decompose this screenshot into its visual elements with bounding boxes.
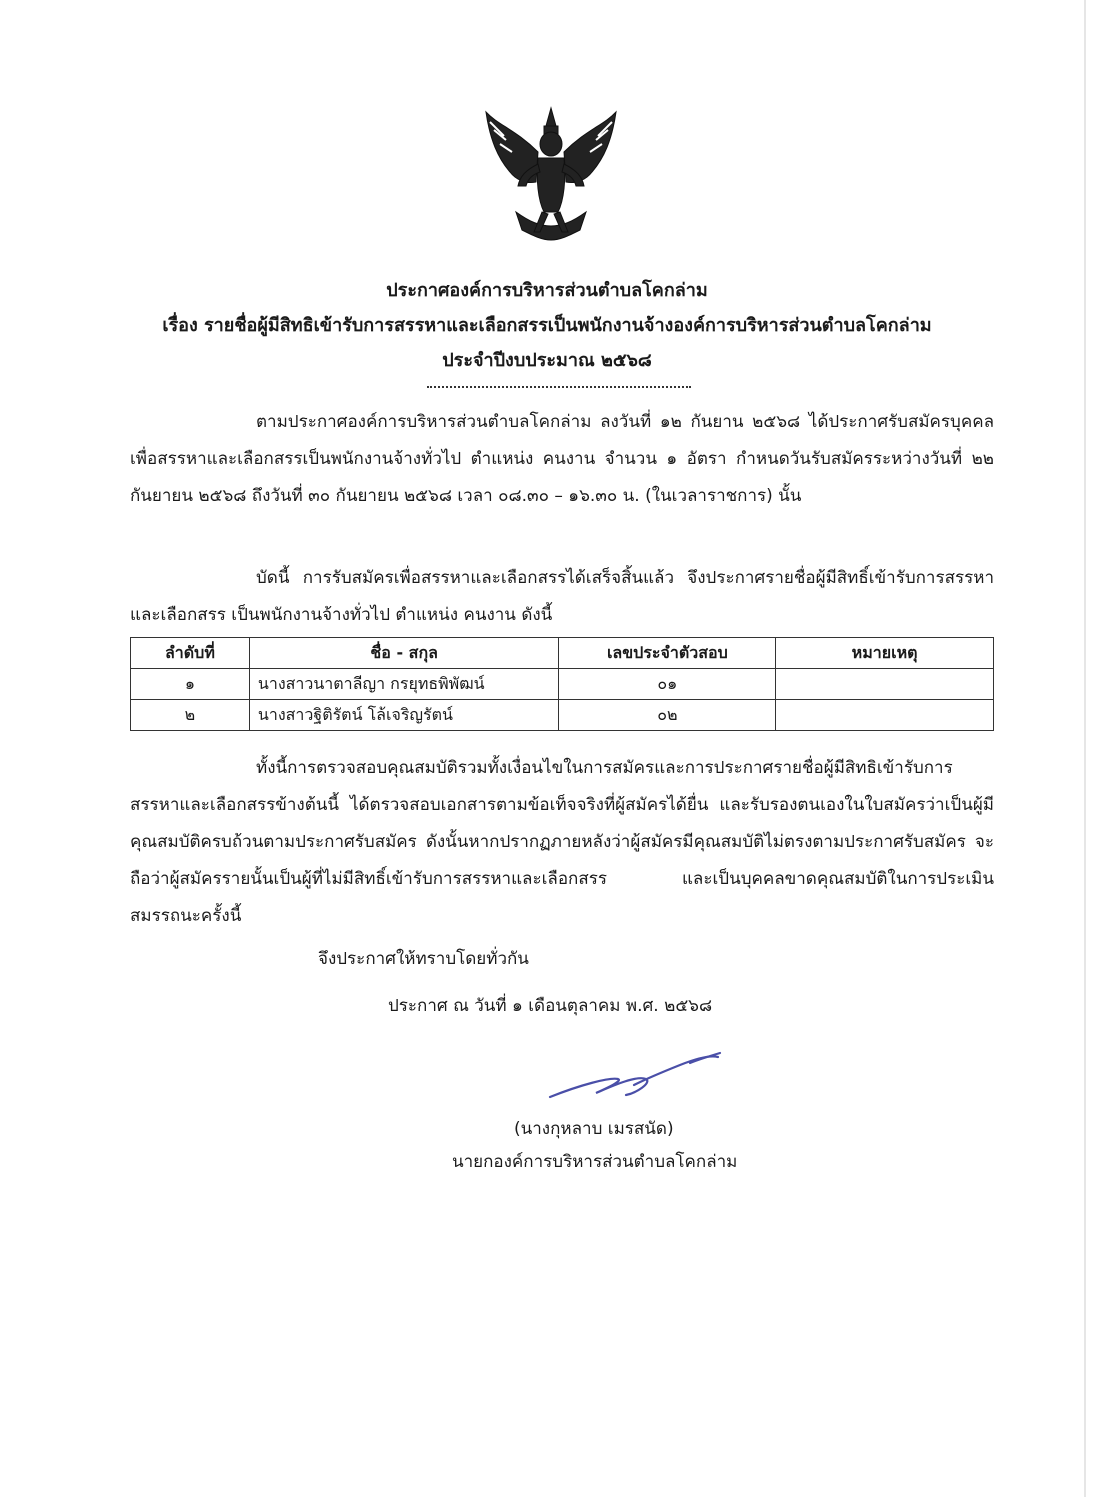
paragraph-conditions: ทั้งนี้การตรวจสอบคุณสมบัติรวมทั้งเงื่อนไขในการสมัครและการประกาศรายชื่อผู้มีสิทธิเข้ารับการสรรหาและเลือกสรรข้างต้นนี้ ได้ตรวจสอบเอกสารตามข้อเท็จจริงที่ผู้สมัครได้ยื่น และรับรองตนเองในใบสมัครว่าเป็นผู้มีคุณสมบัติครบถ้วนตามประกาศรับสมัคร ดังนั้นหากปรากฏภายหลังว่าผู้สมัครมีคุณสมบัติไม่ตรงตามประกาศรับสมัคร จะถือว่าผู้สมัครรายนั้นเป็นผู้ที่ไม่มีสิทธิ์เข้ารับการสรรหาและเลือกสรร และเป็นบุคคลขาดคุณสมบัติในการประเมินสมรรถนะครั้งนี้ xyxy=(130,758,994,926)
garuda-emblem-icon xyxy=(476,100,626,250)
announcement-title: ประกาศองค์การบริหารส่วนตำบลโคกล่าม xyxy=(386,280,708,301)
signature-icon xyxy=(540,1045,730,1110)
table-row xyxy=(131,669,994,700)
column-header: ชื่อ - สกุล xyxy=(249,638,559,669)
column-header: หมายเหตุ xyxy=(776,638,994,669)
exam-id: ๐๑ xyxy=(559,669,776,700)
candidate-name: นางสาวนาตาลีญา กรยุทธพิพัฒน์ xyxy=(249,669,559,700)
candidate-name: นางสาวฐิติรัตน์ โล้เจริญรัตน์ xyxy=(249,700,559,731)
page-edge xyxy=(1084,0,1086,1497)
paragraph-background: ตามประกาศองค์การบริหารส่วนตำบลโคกล่าม ลงวันที่ ๑๒ กันยาน ๒๕๖๘ ได้ประกาศรับสมัครบุคคลเพื่อสรรหาและเลือกสรรเป็นพนักงานจ้างทั่วไป ตำแหน่ง คนงาน จำนวน ๑ อัตรา กำหนดวันรับสมัครระหว่างวันที่ ๒๒ กันยายน ๒๕๖๘ ถึงวันที่ ๓๐ กันยายน ๒๕๖๘ เวลา ๐๘.๓๐ – ๑๖.๓๐ น. (ในเวลาราชการ) นั้น xyxy=(130,412,994,506)
row-number: ๒ xyxy=(131,700,250,731)
closing-announce: จึงประกาศให้ทราบโดยทั่วกัน xyxy=(318,949,529,969)
table-header-row xyxy=(131,638,994,669)
column-header: เลขประจำตัวสอบ xyxy=(559,638,776,669)
title-block xyxy=(0,273,1094,378)
remark xyxy=(776,700,994,731)
announcement-date: ประกาศ ณ วันที่ ๑ เดือนตุลาคม พ.ศ. ๒๕๖๘ xyxy=(388,996,713,1016)
table-row xyxy=(131,700,994,731)
remark xyxy=(776,669,994,700)
dotted-separator xyxy=(427,386,691,388)
exam-id: ๐๒ xyxy=(559,700,776,731)
signer-title: นายกองค์การบริหารส่วนตำบลโคกล่าม xyxy=(452,1152,738,1172)
announcement-fiscal-year: ประจำปีงบประมาณ ๒๕๖๘ xyxy=(442,350,652,371)
signer-name: (นางกุหลาบ เมรสนัด) xyxy=(514,1119,674,1139)
candidate-table xyxy=(130,637,994,731)
column-header: ลำดับที่ xyxy=(131,638,250,669)
row-number: ๑ xyxy=(131,669,250,700)
announcement-subject: เรื่อง รายชื่อผู้มีสิทธิเข้ารับการสรรหาและเลือกสรรเป็นพนักงานจ้างองค์การบริหารส่วนตำบลโคกล่าม xyxy=(162,315,932,336)
paragraph-announcement: บัดนี้ การรับสมัครเพื่อสรรหาและเลือกสรรได้เสร็จสิ้นแล้ว จึงประกาศรายชื่อผู้มีสิทธิ์เข้ารับการสรรหาและเลือกสรร เป็นพนักงานจ้างทั่วไป ตำแหน่ง คนงาน ดังนี้ xyxy=(130,568,994,625)
